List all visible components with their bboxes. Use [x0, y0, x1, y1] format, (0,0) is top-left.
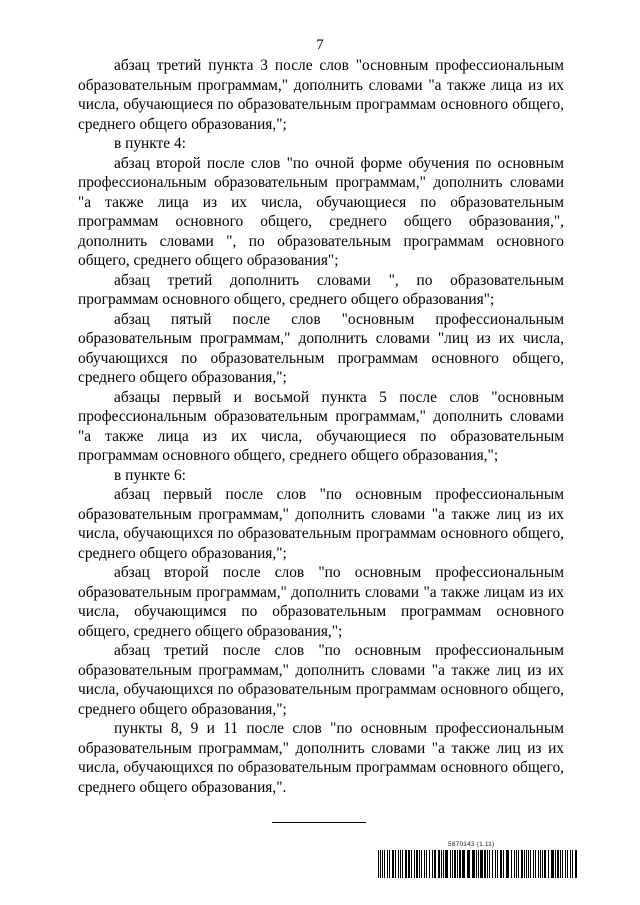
paragraph-11: пункты 8, 9 и 11 после слов "по основным профессиональным образовательным программам," дополнить словами "а также лиц из их числа, обучающихся по образовательным программам основного общего, среднего общего образования,".: [78, 720, 564, 796]
footer-divider: [272, 822, 366, 823]
document-code: 5870143 (1.11): [448, 841, 495, 848]
paragraph-5: абзац пятый после слов "основным профессиональным образовательным программам," дополнить словами "лиц из их числа, обучающихся по образовательным программам основного общего, среднего общего образования,";: [78, 310, 564, 386]
barcode: [378, 850, 578, 878]
paragraph-8: абзац первый после слов "по основным профессиональным образовательным программам," дополнить словами "а также лиц из их числа, обучающихся по образовательным программам основного общего, среднего общего образования,";: [78, 486, 564, 562]
paragraph-2: в пункте 4:: [114, 135, 186, 152]
paragraph-9: абзац второй после слов "по основным профессиональным образовательным программам," дополнить словами "а также лицам из их числа, обучающимся по образовательным программам основного общего, среднего общего образования,";: [78, 564, 564, 640]
paragraph-6: абзацы первый и восьмой пункта 5 после слов "основным профессиональным образовательным программам," дополнить словами "а также лица из их числа, обучающиеся по образовательным программам основного общего, среднего общего образования,";: [78, 388, 564, 464]
paragraph-3: абзац второй после слов "по очной форме обучения по основным профессиональным образовательным программам," дополнить словами "а также лица из их числа, обучающиеся по образовательным программам основного общего, среднего общего образования,", дополнить словами ", по образовательным программам основного общего, среднего общего образования";: [78, 154, 564, 269]
document-body: [78, 56, 564, 797]
page-number: 7: [316, 37, 324, 53]
paragraph-4: абзац третий дополнить словами ", по образовательным программам основного общего, среднего общего образования";: [78, 271, 564, 308]
paragraph-10: абзац третий после слов "по основным профессиональным образовательным программам," дополнить словами "а также лиц из их числа, обучающихся по образовательным программам основного общего, среднего общего образования,";: [78, 642, 564, 718]
paragraph-1: абзац третий пункта 3 после слов "основным профессиональным образовательным программам," дополнить словами "а также лица из их числа, обучающиеся по образовательным программам основного общего, среднего общего образования,";: [78, 57, 564, 133]
paragraph-7: в пункте 6:: [114, 466, 186, 484]
